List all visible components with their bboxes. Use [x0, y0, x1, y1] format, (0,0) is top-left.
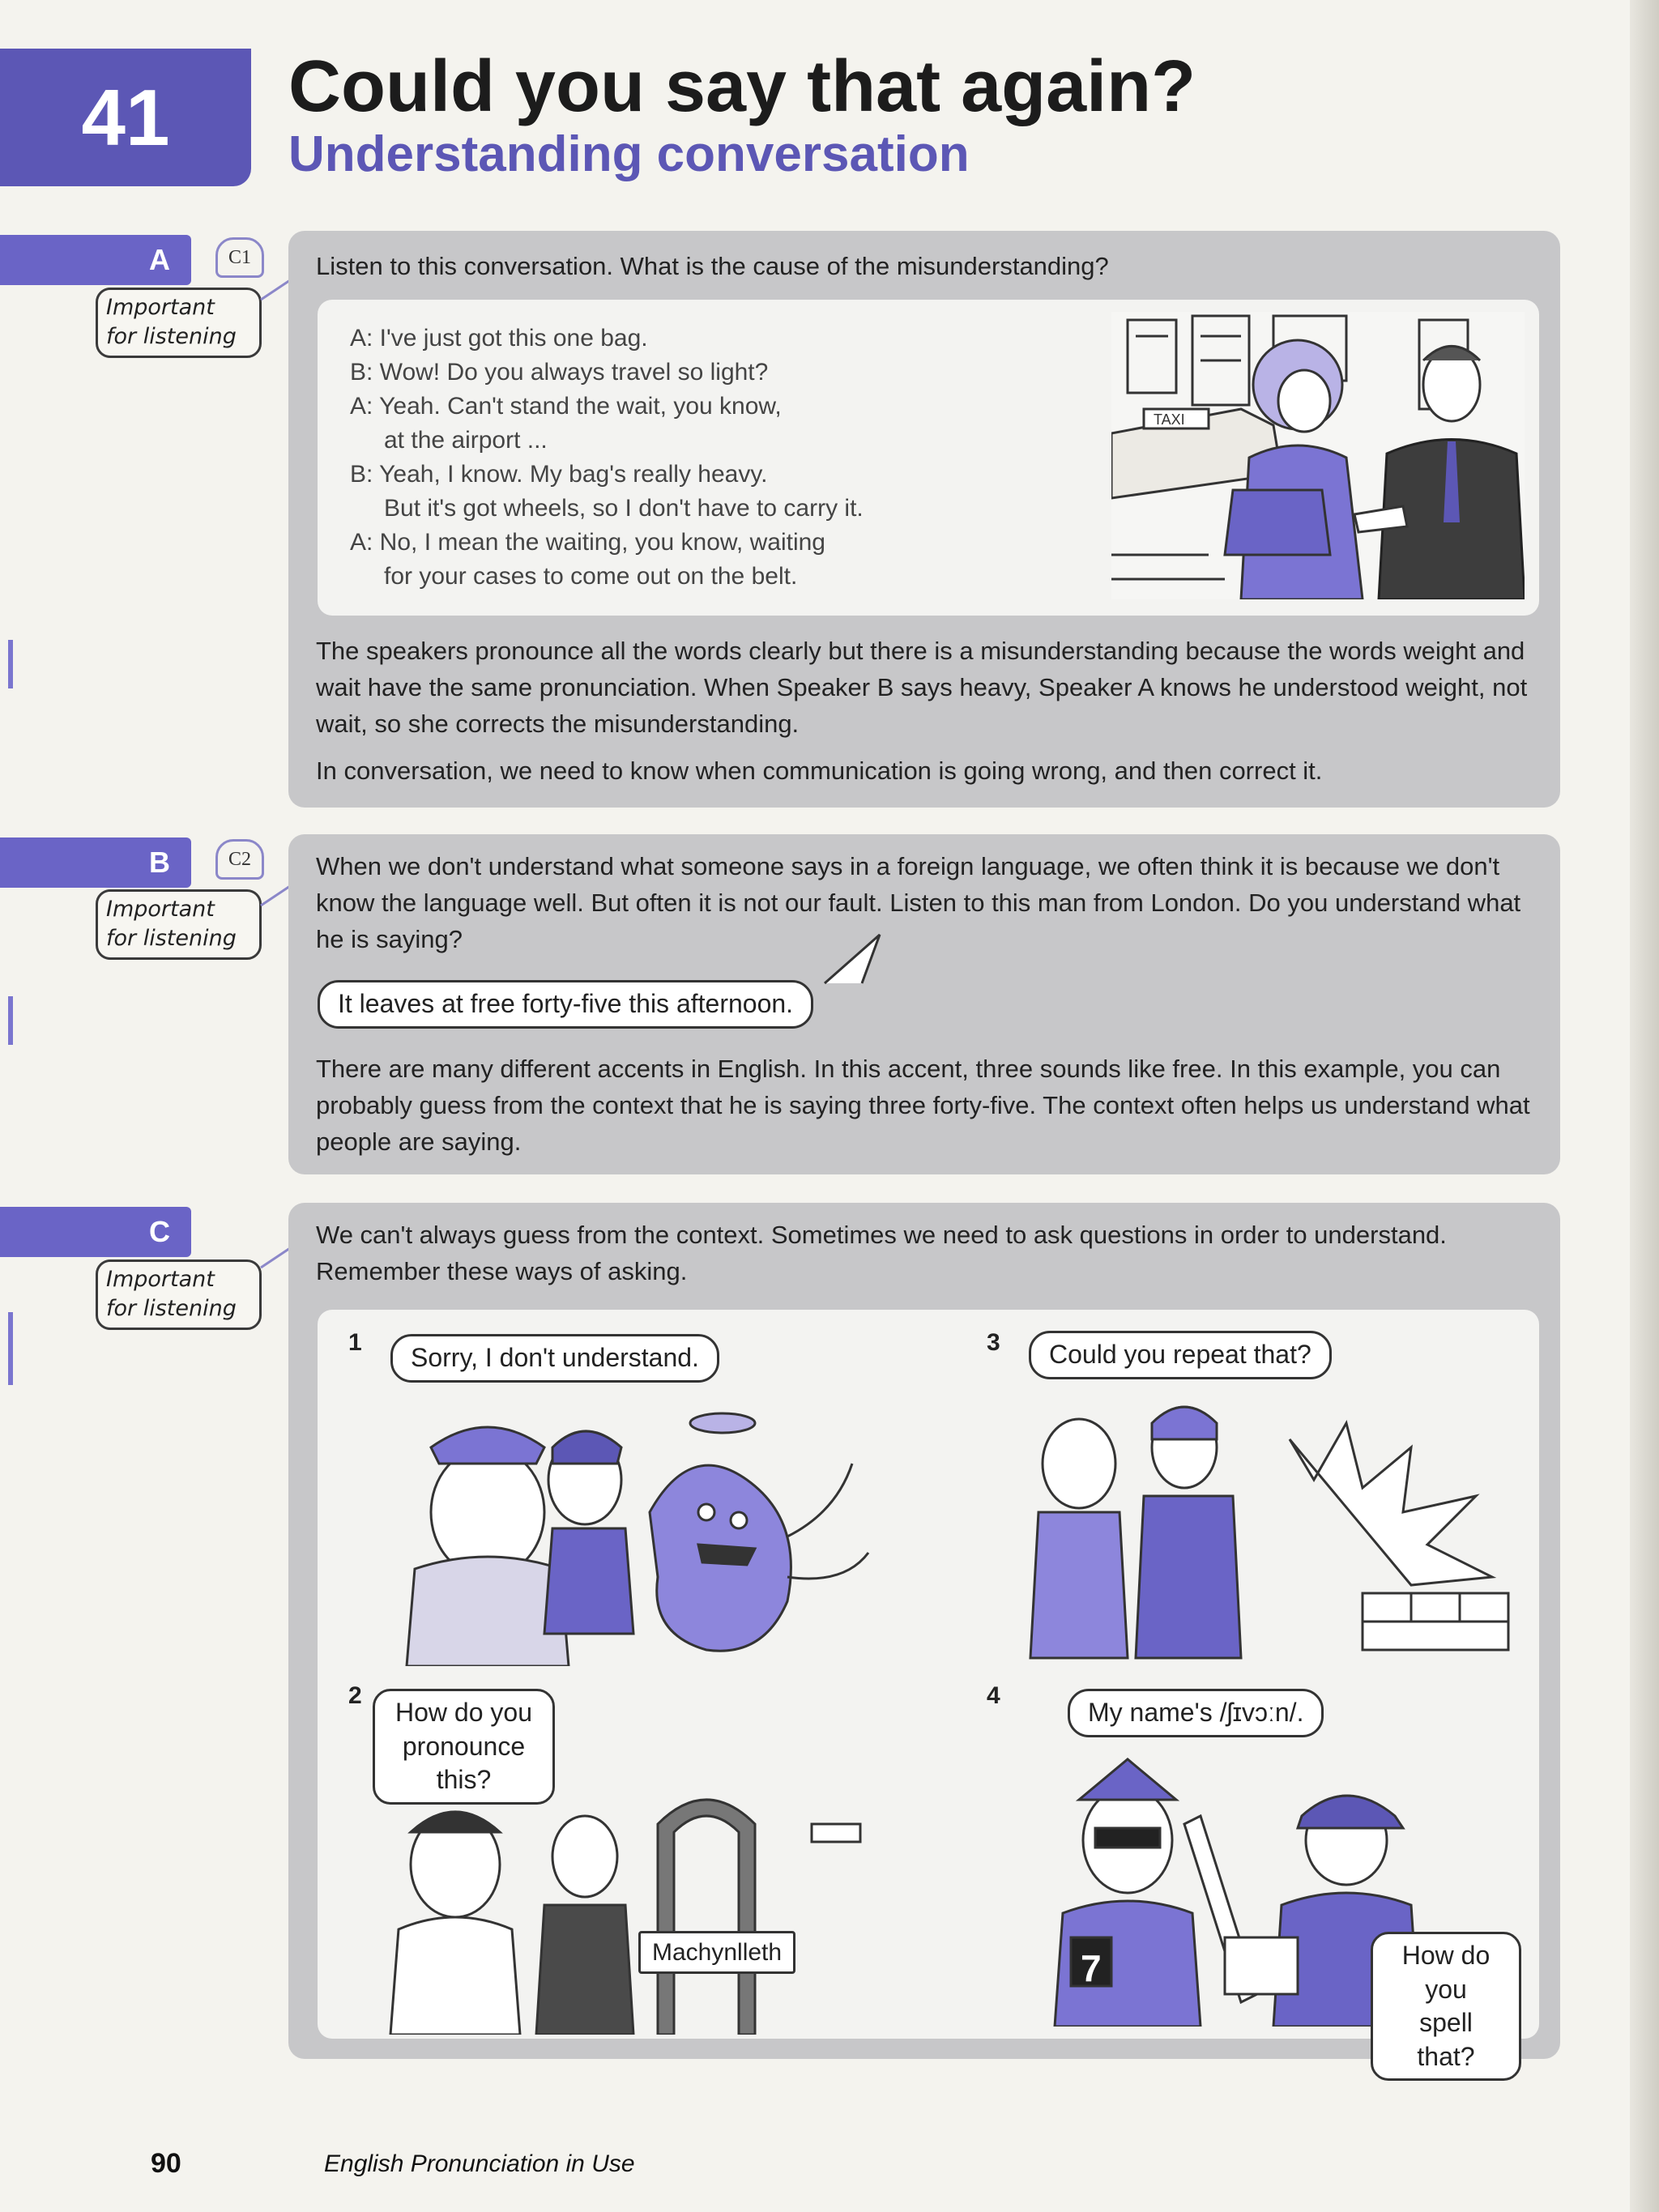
section-a-conclusion: In conversation, we need to know when communication is going wrong, and then correct it.	[316, 757, 1323, 785]
speech-bubble	[1371, 1932, 1521, 2081]
speech-bubble: Sorry, I don't understand.	[390, 1334, 719, 1383]
section-tab-c: C	[0, 1207, 191, 1257]
audio-cd-icon[interactable]: C1	[215, 237, 264, 278]
margin-line	[8, 1312, 13, 1385]
airport-meeting-illustration	[1111, 312, 1525, 599]
speech-line: spell that?	[1417, 2008, 1475, 2071]
shirt-number: 7	[1081, 1947, 1102, 1989]
audio-cd-icon[interactable]: C2	[215, 839, 264, 880]
section-c-panel	[288, 1203, 1560, 2071]
item-number: 4	[987, 1682, 1000, 1709]
section-b-explanation: There are many different accents in English. In this accent, three sounds like free. In this example, you can probably guess from the context that he is saying three forty-five. The context often helps us understand what people are saying.	[316, 1055, 1530, 1156]
dialogue-line: for your cases to come out on the belt.	[384, 563, 798, 590]
section-tab-a: A	[0, 235, 191, 285]
dialogue-line: A: No, I mean the waiting, you know, waiting	[350, 529, 825, 556]
dialogue-line: A: Yeah. Can't stand the wait, you know,	[350, 393, 782, 420]
speech-line: pronounce this?	[402, 1731, 526, 1795]
speech-bubble-tail	[823, 930, 888, 987]
speech-line: How do you	[395, 1698, 532, 1727]
section-b-panel	[288, 834, 1560, 1174]
book-title: English Pronunciation in Use	[324, 2150, 635, 2177]
section-b-intro: When we don't understand what someone says in a foreign language, we often think it is because we don't know the language well. But often it is not our fault. Listen to this man from London. Do you understand what he is saying?	[316, 852, 1521, 953]
page-subtitle: Understanding conversation	[288, 126, 970, 182]
section-a-panel	[288, 231, 1560, 808]
dialogue-line: at the airport ...	[384, 427, 548, 454]
welsh-sign-illustration	[366, 1775, 868, 2035]
speech-bubble: My name's /ʃɪvɔːn/.	[1068, 1689, 1324, 1737]
section-a-explanation: The speakers pronounce all the words clearly but there is a misunderstanding because the words weight and wait have the same pronunciation. When Speaker B says heavy, Speaker A knows he understood weight, not wait, so she corrects the misunderstanding.	[316, 637, 1528, 738]
margin-line	[8, 996, 13, 1045]
speech-bubble: Could you repeat that?	[1029, 1331, 1332, 1379]
speech-bubble: It leaves at free forty-five this afternoon.	[318, 980, 813, 1029]
important-listening-note: Important for listening	[96, 889, 262, 960]
page-title: Could you say that again?	[288, 46, 1196, 127]
page-number: 90	[151, 2148, 181, 2179]
dialogue-line: A: I've just got this one bag.	[350, 325, 648, 352]
chapter-number: 41	[0, 49, 251, 186]
page-edge	[1630, 0, 1659, 2212]
place-sign: Machynlleth	[638, 1931, 795, 1974]
dialogue-line: But it's got wheels, so I don't have to carry it.	[384, 495, 864, 522]
taxi-sign: TAXI	[1154, 411, 1185, 428]
section-a-intro: Listen to this conversation. What is the cause of the misunderstanding?	[316, 252, 1109, 280]
important-listening-note: Important for listening	[96, 288, 262, 358]
speech-line: How do you	[1401, 1941, 1491, 2004]
item-number: 2	[348, 1682, 362, 1709]
dialogue-line: B: Wow! Do you always travel so light?	[350, 359, 769, 386]
confused-tourists-alien-illustration	[382, 1391, 885, 1666]
important-listening-note: Important for listening	[96, 1259, 262, 1330]
section-tab-b: B	[0, 837, 191, 888]
margin-line	[8, 640, 13, 688]
item-number: 1	[348, 1329, 362, 1356]
section-c-intro: We can't always guess from the context. Sometimes we need to ask questions in order to understand. Remember these ways of asking.	[316, 1221, 1447, 1285]
dialogue-line: B: Yeah, I know. My bag's really heavy.	[350, 461, 768, 488]
examples-box	[318, 1310, 1539, 2071]
dialogue-box	[318, 300, 1539, 616]
noisy-street-illustration	[1022, 1391, 1525, 1666]
item-number: 3	[987, 1329, 1000, 1356]
